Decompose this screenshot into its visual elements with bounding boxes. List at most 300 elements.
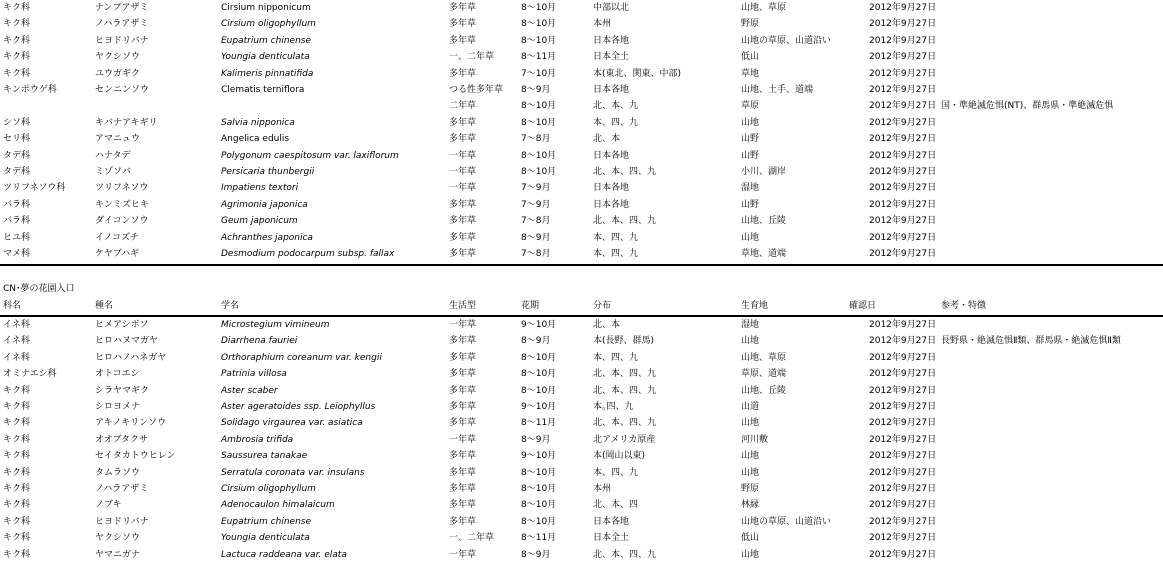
cell-bloom: 8～10月 [521, 101, 557, 112]
cell-bloom: 8～9月 [521, 549, 551, 560]
cell-date: 2012年9月27日 [869, 150, 937, 161]
cell-name: ヒロハノハネガヤ [95, 352, 167, 363]
cell-name: アキノキリンソウ [95, 418, 167, 429]
cell-dist: 本州 [593, 484, 612, 495]
species-table-bottom-body [0, 317, 1163, 563]
cell-name: ヒヨドリバナ [95, 35, 149, 46]
cell-dist: 北、本、四、九 [593, 549, 657, 560]
cell-spacer [846, 465, 866, 481]
cell-life: 一、二年草 [449, 52, 495, 63]
cell-habitat: 草原 [741, 101, 760, 112]
species-table-top-body [0, 0, 1163, 263]
cell-note [938, 213, 1163, 229]
cell-life: 二年草 [449, 101, 477, 112]
header-date: 確認日 [849, 301, 877, 311]
cell-bloom: 7～9月 [521, 199, 551, 210]
cell-bloom: 9～10月 [521, 451, 557, 462]
header-habitat: 生育地 [741, 301, 769, 311]
cell-family: マメ科 [3, 249, 31, 260]
cell-habitat: 山地、丘陵 [741, 385, 787, 396]
cell-habitat: 山野 [741, 199, 760, 210]
cell-family: キク科 [3, 19, 31, 30]
cell-habitat: 山道 [741, 402, 760, 413]
cell-life: 多年草 [449, 484, 477, 495]
cell-name: ナンブアザミ [95, 3, 149, 13]
cell-bloom: 8～10月 [521, 3, 557, 13]
cell-name: ケヤブハギ [95, 249, 140, 260]
table-row [0, 383, 1163, 399]
table-row [0, 66, 1163, 82]
cell-life: 一年草 [449, 150, 477, 161]
cell-habitat: 山地、草原 [741, 352, 787, 363]
cell-date: 2012年9月27日 [869, 19, 937, 30]
cell-sci: Aster ageratoides ssp. Leiophyllus [221, 402, 376, 413]
cell-life: 多年草 [449, 418, 477, 429]
cell-life: 多年草 [449, 249, 477, 260]
cell-dist: 本州 [593, 19, 612, 30]
cell-note [938, 481, 1163, 497]
cell-note [938, 164, 1163, 180]
cell-sci: Impatiens textori [221, 183, 299, 194]
cell-family: キク科 [3, 533, 31, 544]
cell-note [938, 415, 1163, 431]
cell-life: 多年草 [449, 3, 477, 13]
cell-dist: 本、四、九 [593, 232, 639, 243]
cell-bloom: 8～9月 [521, 336, 551, 347]
cell-bloom: 7～9月 [521, 183, 551, 194]
cell-spacer [846, 180, 866, 196]
cell-sci: Diarrhena fauriei [221, 336, 298, 347]
cell-dist: 北、本、四、九 [593, 418, 657, 429]
cell-date: 2012年9月27日 [869, 434, 937, 445]
cell-family: ツリフネソウ科 [3, 183, 66, 194]
cell-dist: 日本各地 [593, 85, 630, 96]
cell-date: 2012年9月27日 [869, 68, 937, 79]
header-sci: 学名 [221, 301, 240, 311]
cell-dist: 北、本、四、九 [593, 369, 657, 380]
cell-family: キク科 [3, 451, 31, 462]
cell-habitat: 山地、丘陵 [741, 216, 787, 227]
cell-note [938, 366, 1163, 382]
cell-spacer [846, 497, 866, 513]
cell-dist: 北アメリカ原産 [593, 434, 656, 445]
cell-family: キク科 [3, 3, 31, 13]
cell-life: 一年草 [449, 434, 477, 445]
header-life: 生活型 [449, 301, 477, 311]
cell-family: キク科 [3, 402, 31, 413]
cell-habitat: 山地の草原、山道沿い [741, 35, 832, 46]
cell-habitat: 山野 [741, 150, 760, 161]
cell-family: キク科 [3, 467, 31, 478]
cell-family: シソ科 [3, 117, 31, 128]
cell-bloom: 9～10月 [521, 402, 557, 413]
cell-habitat: 山地 [741, 549, 760, 560]
table-row [0, 399, 1163, 415]
cell-sci: Eupatrium chinense [221, 516, 312, 527]
cell-sci: Aster scaber [221, 385, 278, 396]
cell-name: キバナアキギリ [95, 117, 158, 128]
cell-spacer [846, 164, 866, 180]
cell-sci: Lactuca raddeana var. elata [221, 549, 347, 560]
cell-note [938, 432, 1163, 448]
cell-spacer [846, 213, 866, 229]
cell-date: 2012年9月27日 [869, 418, 937, 429]
cell-note [938, 33, 1163, 49]
cell-name [92, 98, 218, 114]
cell-bloom: 8～10月 [521, 467, 557, 478]
cell-bloom: 7～8月 [521, 134, 551, 145]
cell-bloom: 9～10月 [521, 320, 557, 330]
cell-sci: Ambrosia trifida [221, 434, 294, 445]
cell-dist: 日本各地 [593, 150, 630, 161]
cell-sci: Microstegium vimineum [221, 320, 330, 330]
table-row [0, 164, 1163, 180]
cell-date: 2012年9月27日 [869, 385, 937, 396]
cell-life: 多年草 [449, 385, 477, 396]
cell-family: キク科 [3, 484, 31, 495]
table-row [0, 131, 1163, 147]
cell-name: キンミズヒキ [95, 199, 149, 210]
cell-name: タムラソウ [95, 467, 141, 478]
cell-life: 多年草 [449, 500, 477, 511]
cell-life: 多年草 [449, 336, 477, 347]
cell-dist: 日本各地 [593, 199, 630, 210]
cell-date: 2012年9月27日 [869, 117, 937, 128]
cell-life: 多年草 [449, 369, 477, 380]
cell-bloom: 8～10月 [521, 167, 557, 178]
cell-date: 2012年9月27日 [869, 216, 937, 227]
cell-bloom: 8～10月 [521, 369, 557, 380]
cell-dist: 北、本、四、九 [593, 167, 657, 178]
cell-bloom: 8～11月 [521, 52, 557, 63]
cell-dist: 北、本、九 [593, 101, 639, 112]
cell-note [938, 82, 1163, 98]
cell-habitat: 林縁 [741, 500, 760, 511]
cell-habitat: 低山 [741, 52, 760, 63]
cell-family: イネ科 [3, 320, 30, 330]
cell-spacer [846, 514, 866, 530]
cell-bloom: 8～9月 [521, 434, 551, 445]
species-table-top [0, 0, 1163, 263]
cell-habitat: 草原、道端 [741, 369, 787, 380]
cell-note [938, 0, 1163, 16]
cell-dist: 日本各地 [593, 183, 630, 194]
cell-sci: Salvia nipponica [221, 117, 295, 128]
cell-life: 多年草 [449, 35, 477, 46]
cell-family: キク科 [3, 434, 31, 445]
cell-name: シロヨメナ [95, 402, 141, 413]
cell-note [938, 547, 1163, 563]
cell-habitat: 湿地 [741, 320, 760, 330]
cell-life: 多年草 [449, 19, 477, 30]
cell-habitat: 草地 [741, 68, 760, 79]
cell-spacer [846, 432, 866, 448]
cell-dist: 北、本、四、九 [593, 216, 657, 227]
cell-spacer [846, 49, 866, 65]
cell-spacer [846, 333, 866, 349]
cell-note [938, 350, 1163, 366]
cell-spacer [846, 246, 866, 262]
table-row [0, 481, 1163, 497]
cell-bloom: 8～10月 [521, 150, 557, 161]
cell-sci: Eupatrium chinense [221, 35, 312, 46]
cell-sci: Saussurea tanakae [221, 451, 308, 462]
cell-note [938, 16, 1163, 32]
cell-name: ノハラアザミ [95, 19, 149, 30]
cell-date: 2012年9月27日 [869, 52, 937, 63]
cell-name: ヤクシソウ [95, 52, 141, 63]
cell-life: 一年草 [449, 167, 477, 178]
cell-spacer [846, 82, 866, 98]
cell-spacer [846, 148, 866, 164]
cell-spacer [846, 399, 866, 415]
cell-date: 2012年9月27日 [869, 500, 937, 511]
table-row [0, 115, 1163, 131]
section-divider [0, 264, 1163, 266]
cell-bloom: 7～8月 [521, 249, 551, 260]
cell-spacer [846, 197, 866, 213]
cell-spacer [846, 33, 866, 49]
cell-name: ツリフネソウ [95, 183, 149, 194]
cell-date: 2012年9月27日 [869, 467, 937, 478]
cell-date: 2012年9月27日 [869, 516, 937, 527]
cell-note [938, 246, 1163, 262]
cell-name: イノコズチ [95, 232, 139, 243]
cell-name: ノブキ [95, 500, 122, 511]
cell-dist: 本｡四、九 [593, 402, 634, 413]
cell-date: 2012年9月27日 [869, 484, 937, 495]
cell-date: 2012年9月27日 [869, 402, 937, 413]
cell-family: キク科 [3, 516, 31, 527]
cell-habitat: 野原 [741, 19, 760, 30]
cell-life: 多年草 [449, 451, 477, 462]
cell-spacer [846, 0, 866, 16]
cell-note [938, 66, 1163, 82]
cell-name: ハナタデ [95, 150, 131, 161]
cell-dist: 日本各地 [593, 35, 630, 46]
cell-dist: 本(岡山以東) [593, 451, 646, 462]
cell-family: バラ科 [3, 199, 31, 210]
cell-life: 多年草 [449, 516, 477, 527]
table-row [0, 180, 1163, 196]
cell-spacer [846, 481, 866, 497]
table-row [0, 514, 1163, 530]
cell-spacer [846, 230, 866, 246]
cell-date: 2012年9月27日 [869, 533, 937, 544]
cell-life: 一年草 [449, 183, 477, 194]
cell-family: イネ科 [3, 352, 30, 363]
cell-life: 一年草 [449, 320, 477, 330]
cell-spacer [846, 383, 866, 399]
cell-bloom: 8～11月 [521, 533, 557, 544]
table-row [0, 366, 1163, 382]
cell-family: キク科 [3, 35, 31, 46]
table-row [0, 547, 1163, 563]
cell-name: オトコエシ [95, 369, 140, 380]
table-row [0, 317, 1163, 333]
cell-bloom: 8～10月 [521, 484, 557, 495]
cell-date: 2012年9月27日 [869, 232, 937, 243]
header-row [0, 298, 1163, 316]
header-family: 科名 [3, 301, 22, 311]
header-note: 参考・特徴 [941, 301, 987, 311]
cell-bloom: 8～10月 [521, 516, 557, 527]
cell-spacer [846, 350, 866, 366]
species-table-bottom [0, 317, 1163, 563]
cell-life: 一年草 [449, 549, 477, 560]
cell-name: センニンソウ [95, 85, 150, 96]
table-row [0, 497, 1163, 513]
cell-bloom: 8～10月 [521, 385, 557, 396]
cell-sci: Kalimeris pinnatifida [221, 68, 314, 79]
cell-name: ミゾソバ [95, 167, 131, 178]
table-row [0, 197, 1163, 213]
cell-dist: 本(長野、群馬) [593, 336, 655, 347]
cell-name: ノハラアザミ [95, 484, 149, 495]
cell-spacer [846, 530, 866, 546]
cell-dist: 北、本、四、九 [593, 385, 657, 396]
cell-spacer [846, 66, 866, 82]
cell-bloom: 7～8月 [521, 216, 551, 227]
cell-family: キク科 [3, 549, 31, 560]
cell-family: バラ科 [3, 216, 31, 227]
table-row [0, 350, 1163, 366]
cell-habitat: 山地 [741, 232, 760, 243]
table-row [0, 33, 1163, 49]
cell-life: 多年草 [449, 68, 477, 79]
cell-life: 多年草 [449, 216, 477, 227]
cell-spacer [846, 547, 866, 563]
cell-name: アマニュウ [95, 134, 141, 145]
cell-life: 一、二年草 [449, 533, 495, 544]
cell-name: ヤマニガナ [95, 549, 141, 560]
table-row [0, 465, 1163, 481]
cell-habitat: 山地の草原、山道沿い [741, 516, 832, 527]
cell-sci: Angelica edulis [221, 134, 290, 145]
cell-family: キク科 [3, 418, 31, 429]
cell-date: 2012年9月27日 [869, 336, 937, 347]
cell-date: 2012年9月27日 [869, 352, 937, 363]
cell-sci: Geum japonicum [221, 216, 298, 227]
cell-note [938, 180, 1163, 196]
cell-life: 多年草 [449, 232, 477, 243]
cell-spacer [846, 16, 866, 32]
cell-date: 2012年9月27日 [869, 35, 937, 46]
cell-sci: Youngia denticulata [221, 533, 310, 544]
cell-family: キク科 [3, 385, 31, 396]
table-row [0, 49, 1163, 65]
cell-dist: 本、四、九 [593, 249, 639, 260]
cell-note: 国・準絶滅危惧(NT)、群馬県・準絶滅危惧 [941, 101, 1114, 112]
table-row [0, 448, 1163, 464]
table-header [0, 298, 1163, 317]
cell-life: 多年草 [449, 352, 477, 363]
table-row [0, 415, 1163, 431]
cell-habitat: 山地 [741, 336, 760, 347]
cell-life: 多年草 [449, 467, 477, 478]
cell-dist: 日本全土 [593, 52, 630, 63]
cell-note [938, 530, 1163, 546]
table-row [0, 98, 1163, 114]
table-row [0, 530, 1163, 546]
cell-spacer [846, 448, 866, 464]
cell-sci: Orthoraphium coreanum var. kengii [221, 352, 382, 363]
cell-spacer [846, 98, 866, 114]
cell-bloom: 8～9月 [521, 85, 551, 96]
cell-date: 2012年9月27日 [869, 167, 937, 178]
cell-note [938, 230, 1163, 246]
cell-habitat: 小川、湖岸 [741, 167, 787, 178]
cell-bloom: 8～9月 [521, 232, 551, 243]
cell-sci: Serratula coronata var. insulans [221, 467, 365, 478]
header-dist: 分布 [593, 301, 612, 311]
cell-note [938, 131, 1163, 147]
cell-note [938, 148, 1163, 164]
cell-sci: Solidago virgaurea var. asiatica [221, 418, 363, 429]
cell-sci: Youngia denticulata [221, 52, 310, 63]
cell-family: キク科 [3, 52, 31, 63]
cell-bloom: 8～10月 [521, 19, 557, 30]
cell-family: キク科 [3, 500, 31, 511]
cell-habitat: 山地、草原 [741, 3, 787, 13]
cell-note [938, 497, 1163, 513]
cell-habitat: 湿地 [741, 183, 760, 194]
cell-date: 2012年9月27日 [869, 249, 937, 260]
cell-note [938, 317, 1163, 333]
table-row [0, 0, 1163, 16]
cell-habitat: 山野 [741, 134, 760, 145]
cell-habitat: 河川敷 [741, 434, 769, 445]
cell-family: タデ科 [3, 167, 31, 178]
cell-habitat: 低山 [741, 533, 760, 544]
cell-date: 2012年9月27日 [869, 85, 937, 96]
cell-life: 多年草 [449, 117, 477, 128]
cell-family: イネ科 [3, 336, 30, 347]
cell-sci [218, 98, 446, 114]
table-row [0, 246, 1163, 262]
cell-name: ヒヨドリバナ [95, 516, 149, 527]
cell-spacer [846, 131, 866, 147]
cell-dist: 本、四、九 [593, 117, 639, 128]
cell-name: セイタカトウヒレン [95, 451, 176, 462]
table-row [0, 82, 1163, 98]
cell-sci: Agrimonia japonica [221, 199, 308, 210]
table-row [0, 432, 1163, 448]
cell-sci: Cirsium oligophyllum [221, 19, 316, 30]
cell-note: 長野県・絶滅危惧Ⅱ類、群馬県・絶滅危惧Ⅱ類 [941, 336, 1121, 347]
cell-name: ユウガギク [95, 68, 141, 79]
cell-name: ヒロハヌマガヤ [95, 336, 159, 347]
cell-family: ヒユ科 [3, 232, 31, 243]
cell-spacer [846, 317, 866, 333]
cell-family: キク科 [3, 68, 31, 79]
cell-note [938, 465, 1163, 481]
table-row [0, 333, 1163, 349]
cell-note [938, 383, 1163, 399]
cell-sci: Cirsium oligophyllum [221, 484, 316, 495]
cell-life: 多年草 [449, 134, 477, 145]
cell-spacer [846, 366, 866, 382]
cell-spacer [846, 415, 866, 431]
cell-sci: Cirsium nipponicum [221, 3, 311, 13]
cell-bloom: 8～10月 [521, 117, 557, 128]
cell-life: 多年草 [449, 199, 477, 210]
cell-dist: 中部以北 [593, 3, 630, 13]
cell-family: タデ科 [3, 150, 31, 161]
cell-sci: Patrinia villosa [221, 369, 287, 380]
cell-life: つる性多年草 [449, 85, 504, 96]
cell-habitat: 山地 [741, 117, 760, 128]
